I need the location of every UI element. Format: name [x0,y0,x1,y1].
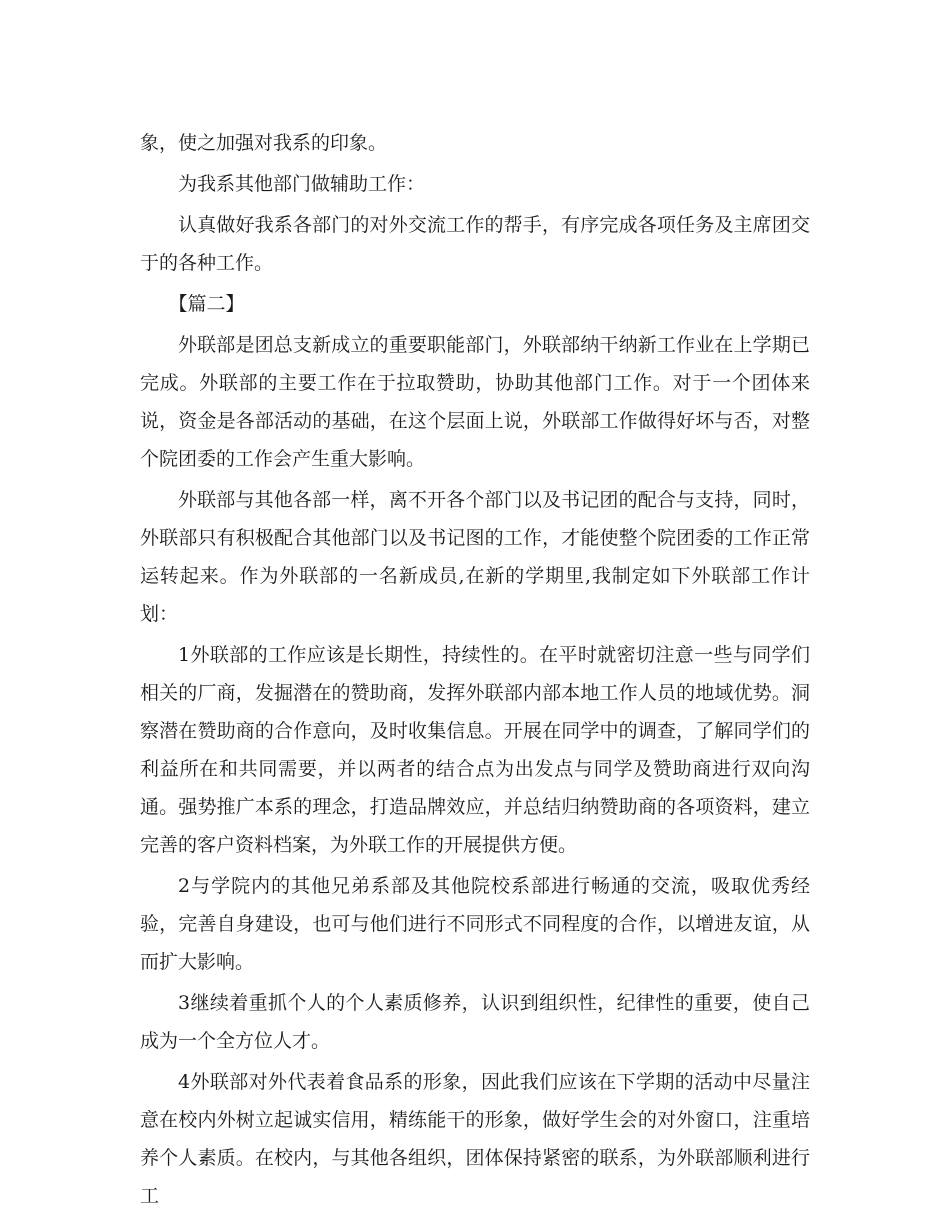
paragraph-support-detail: 认真做好我系各部门的对外交流工作的帮手，有序完成各项任务及主席团交于的各种工作。 [140,214,810,274]
paragraph-cooperation: 外联部与其他各部一样，离不开各个部门以及书记团的配合与支持，同时，外联部只有积极配合其他部门以及书记图的工作，才能使整个院团委的工作正常运转起来。作为外联部的一名新成员,在新的学期里,我制定如下外联部工作计划： [140,489,810,625]
section-title-part-two: 【篇二】 [168,293,245,315]
document-body [140,124,810,1218]
paragraph-item-4: 4外联部对外代表着食品系的形象，因此我们应该在下学期的活动中尽量注意在校内外树立起诚实信用，精练能干的形象，做好学生会的对外窗口，注重培养个人素质。在校内，与其他各组织，团体保持紧密的联系，为外联部顺利进行工 [140,1071,810,1207]
paragraph-item-2: 2与学院内的其他兄弟系部及其他院校系部进行畅通的交流，吸取优秀经验，完善自身建设，也可与他们进行不同形式不同程度的合作，以增进友谊，从而扩大影响。 [140,875,810,973]
paragraph-heading-support: 为我系其他部门做辅助工作： [178,173,426,195]
paragraph-intro: 外联部是团总支新成立的重要职能部门，外联部纳干纳新工作业在上学期已完成。外联部的主要工作在于拉取赞助，协助其他部门工作。对于一个团体来说，资金是各部活动的基础，在这个层面上说，外联部工作做得好坏与否，对整个院团委的工作会产生重大影响。 [140,334,810,470]
paragraph-item-3: 3继续着重抓个人的个人素质修养，认识到组织性，纪律性的重要，使自己成为一个全方位人才。 [140,992,810,1052]
paragraph-continuation: 象，使之加强对我系的印象。 [140,132,388,154]
paragraph-item-1: 1外联部的工作应该是长期性，持续性的。在平时就密切注意一些与同学们相关的厂商，发掘潜在的赞助商，发挥外联部内部本地工作人员的地域优势。洞察潜在赞助商的合作意向，及时收集信息。开展在同学中的调查，了解同学们的利益所在和共同需要，并以两者的结合点为出发点与同学及赞助商进行双向沟通。强势推广本系的理念，打造品牌效应，并总结归纳赞助商的各项资料，建立完善的客户资料档案，为外联工作的开展提供方便。 [140,644,810,856]
